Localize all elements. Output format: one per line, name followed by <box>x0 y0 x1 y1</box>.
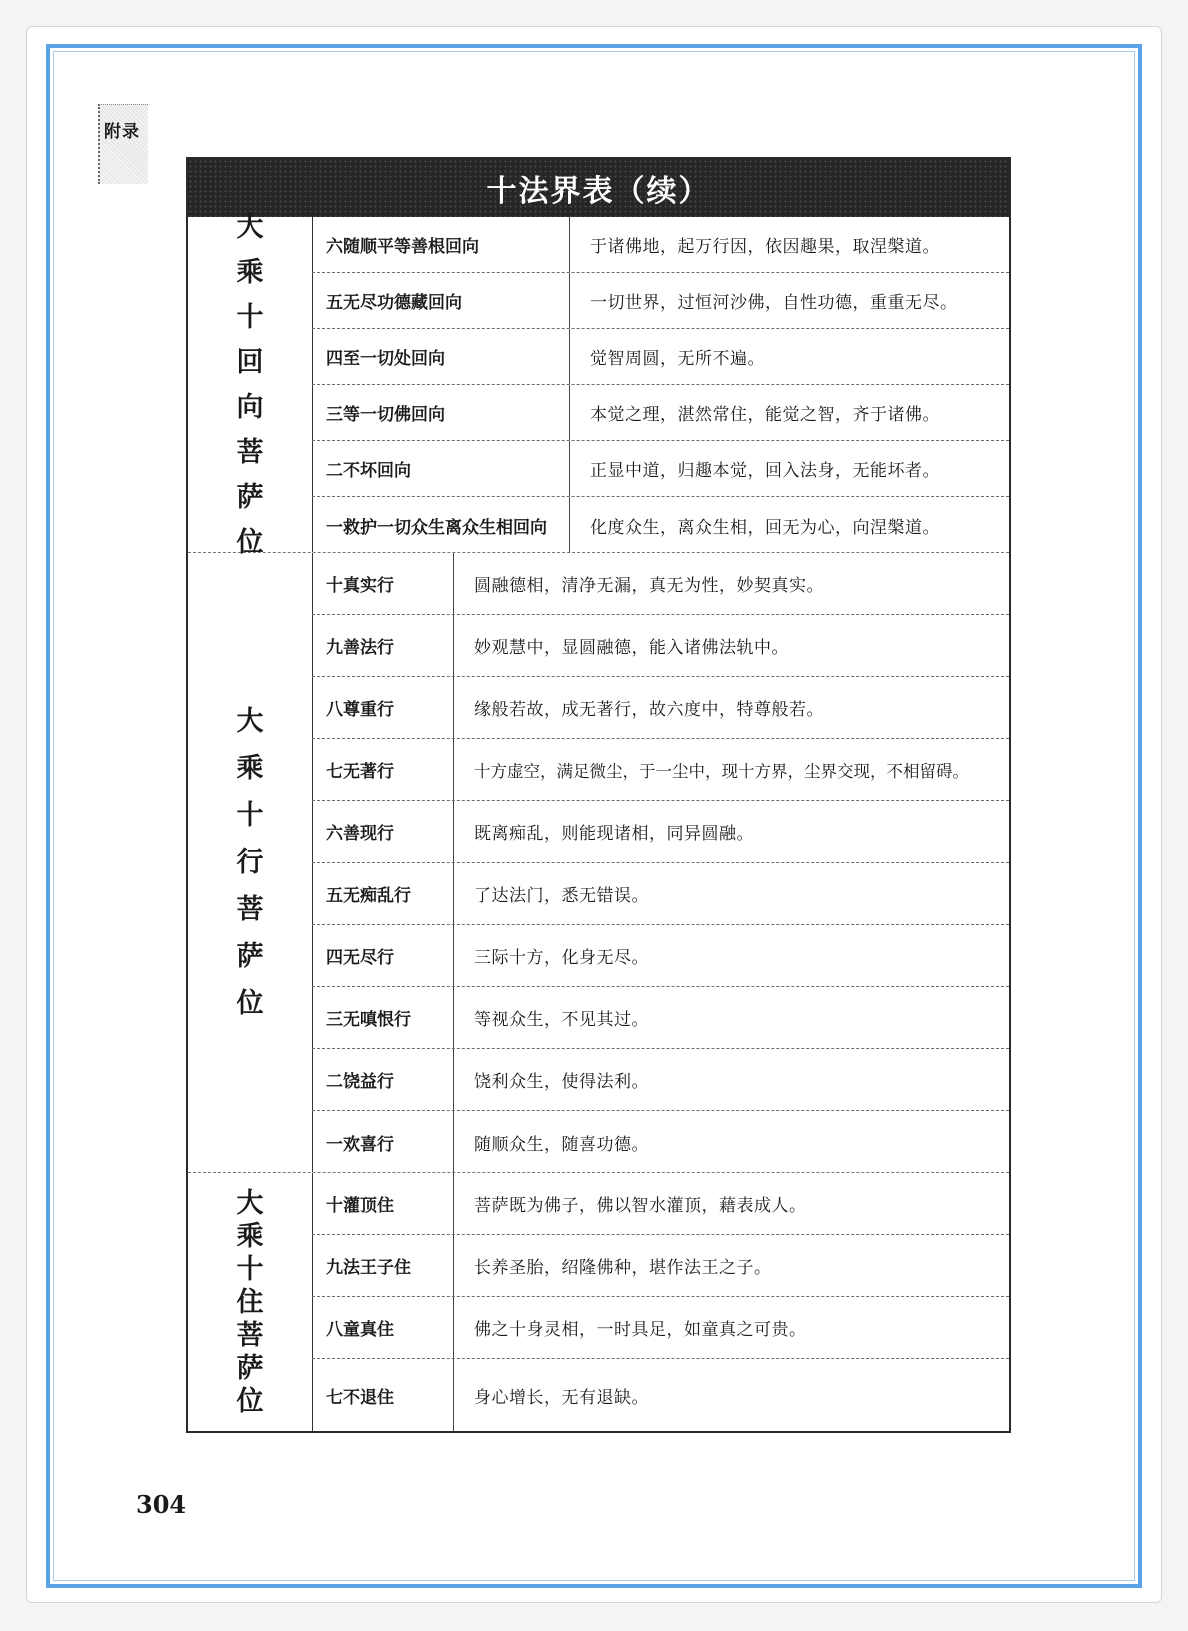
table-row <box>312 1235 1009 1297</box>
row-description: 缘般若故，成无著行，故六度中，特尊般若。 <box>474 700 824 720</box>
table-row <box>312 925 1009 987</box>
row-description: 十方虚空，满足微尘，于一尘中，现十方界，尘界交现，不相留碍。 <box>474 761 969 781</box>
table-row <box>312 739 1009 801</box>
label-char: 萨 <box>236 481 264 513</box>
row-name: 九法王子住 <box>312 1235 454 1296</box>
label-char: 菩 <box>236 1319 264 1351</box>
table-row <box>312 801 1009 863</box>
group-ten-dedications <box>188 211 1009 558</box>
label-char: 菩 <box>236 894 264 925</box>
row-description: 等视众生，不见其过。 <box>474 1010 649 1030</box>
table-title: 十法界表（续） <box>188 159 1009 217</box>
table-row <box>312 677 1009 739</box>
row-name: 三等一切佛回向 <box>312 385 570 440</box>
row-name: 六善现行 <box>312 801 454 862</box>
row-description: 本觉之理，湛然常住，能觉之智，齐于诸佛。 <box>590 405 940 425</box>
label-char: 乘 <box>236 1220 264 1252</box>
row-description: 佛之十身灵相，一时具足，如童真之可贵。 <box>474 1320 807 1340</box>
group-ten-abodes <box>188 1173 1009 1431</box>
row-name: 四至一切处回向 <box>312 329 570 384</box>
row-description: 长养圣胎，绍隆佛种，堪作法王之子。 <box>474 1258 772 1278</box>
page-number: 304 <box>136 1490 187 1519</box>
label-char: 萨 <box>236 941 264 972</box>
row-description: 既离痴乱，则能现诸相，同异圆融。 <box>474 824 754 844</box>
label-char: 行 <box>236 847 264 878</box>
label-char: 萨 <box>236 1352 264 1384</box>
label-char: 大 <box>236 706 264 737</box>
label-char: 大 <box>236 1187 264 1219</box>
label-char: 向 <box>236 391 264 423</box>
label-char: 乘 <box>236 256 264 288</box>
label-char: 十 <box>236 800 264 831</box>
label-char: 大 <box>236 211 264 243</box>
label-char: 住 <box>236 1286 264 1318</box>
row-description: 菩萨既为佛子，佛以智水灌顶，藉表成人。 <box>474 1196 807 1216</box>
row-description: 圆融德相，清净无漏，真无为性，妙契真实。 <box>474 576 824 596</box>
table-row <box>312 1359 1009 1431</box>
row-name: 九善法行 <box>312 615 454 676</box>
label-char: 回 <box>236 346 264 378</box>
row-name: 一欢喜行 <box>312 1111 454 1173</box>
label-char: 位 <box>236 988 264 1019</box>
table-row <box>312 987 1009 1049</box>
row-name: 六随顺平等善根回向 <box>312 217 570 272</box>
table-row <box>312 497 1009 553</box>
row-description: 一切世界，过恒河沙佛，自性功德，重重无尽。 <box>590 293 958 313</box>
table-row <box>312 217 1009 273</box>
row-description: 随顺众生，随喜功德。 <box>474 1134 649 1155</box>
section-tab: 附录 <box>98 104 148 184</box>
row-name: 三无嗔恨行 <box>312 987 454 1048</box>
label-char: 十 <box>236 1253 264 1285</box>
row-description: 饶利众生，使得法利。 <box>474 1072 649 1092</box>
row-name: 七无著行 <box>312 739 454 800</box>
row-name: 四无尽行 <box>312 925 454 986</box>
table-row <box>312 1111 1009 1173</box>
table-row <box>312 615 1009 677</box>
row-name: 五无尽功德藏回向 <box>312 273 570 328</box>
row-description: 化度众生，离众生相，回无为心，向涅槃道。 <box>590 517 940 538</box>
row-description: 妙观慧中，显圆融德，能入诸佛法轨中。 <box>474 638 789 658</box>
ten-dharma-realms-table <box>186 157 1011 1433</box>
row-name: 八尊重行 <box>312 677 454 738</box>
label-char: 位 <box>236 1385 264 1417</box>
label-char: 位 <box>236 526 264 558</box>
label-char: 十 <box>236 301 264 333</box>
row-description: 三际十方，化身无尽。 <box>474 948 649 968</box>
row-name: 二饶益行 <box>312 1049 454 1110</box>
label-char: 菩 <box>236 436 264 468</box>
row-name: 十真实行 <box>312 553 454 614</box>
row-name: 一救护一切众生离众生相回向 <box>312 497 570 553</box>
table-row <box>312 273 1009 329</box>
row-description: 身心增长，无有退缺。 <box>474 1387 649 1408</box>
table-row <box>312 329 1009 385</box>
group-label <box>188 1173 313 1431</box>
table-row <box>312 553 1009 615</box>
table-row <box>312 1297 1009 1359</box>
row-description: 于诸佛地，起万行因，依因趣果，取涅槃道。 <box>590 237 940 257</box>
row-name: 八童真住 <box>312 1297 454 1358</box>
table-row <box>312 1049 1009 1111</box>
row-name: 二不坏回向 <box>312 441 570 496</box>
label-char: 乘 <box>236 753 264 784</box>
row-name: 七不退住 <box>312 1359 454 1431</box>
row-description: 正显中道，归趣本觉，回入法身，无能坏者。 <box>590 461 940 481</box>
row-name: 五无痴乱行 <box>312 863 454 924</box>
group-ten-practices <box>188 553 1009 1173</box>
row-description: 了达法门，悉无错误。 <box>474 886 649 906</box>
group-label <box>188 553 313 1172</box>
row-name: 十灌顶住 <box>312 1173 454 1234</box>
table-row <box>312 441 1009 497</box>
row-description: 觉智周圆，无所不遍。 <box>590 349 765 369</box>
table-row <box>312 385 1009 441</box>
group-label <box>188 211 313 558</box>
table-row <box>312 1173 1009 1235</box>
table-row <box>312 863 1009 925</box>
